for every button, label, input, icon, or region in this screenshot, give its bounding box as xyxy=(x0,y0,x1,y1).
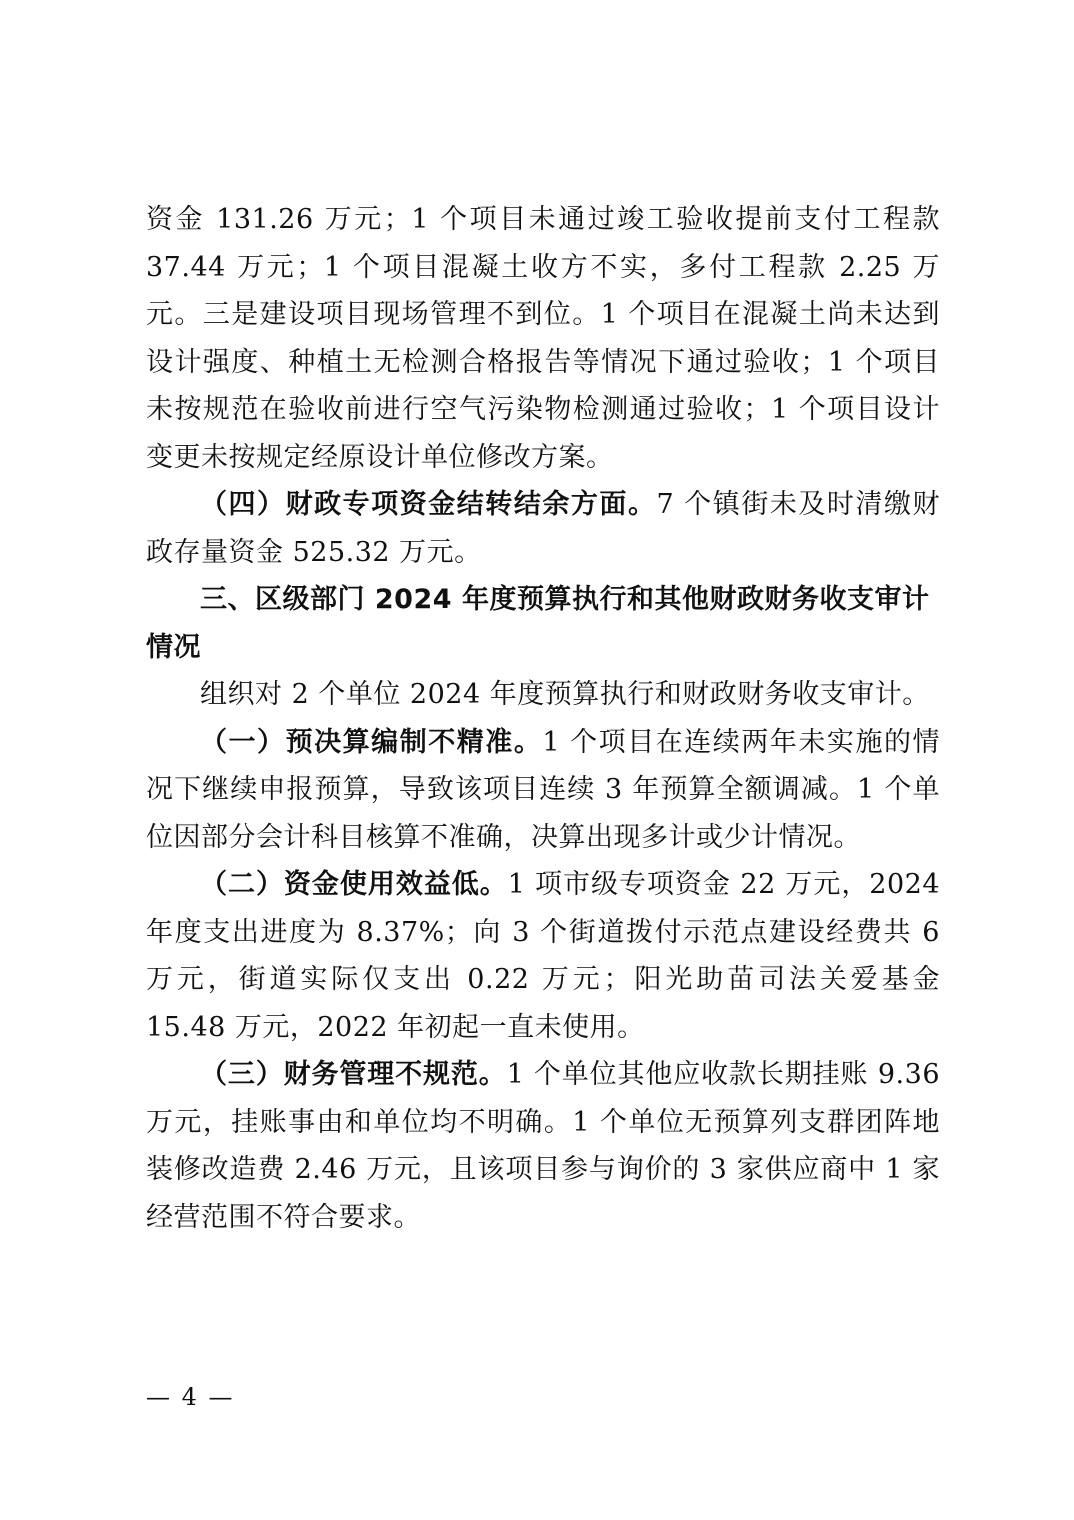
document-body xyxy=(146,196,940,1241)
paragraph-continued: 资金 131.26 万元；1 个项目未通过竣工验收提前支付工程款 37.44 万元；1 个项目混凝土收方不实，多付工程款 2.25 万元。三是建设项目现场管理不到位。1 个项目在混凝土尚未达到设计强度、种植土无检测合格报告等情况下通过验收；1 个项目未按规范在验收前进行空气污染物检测通过验收；1 个项目设计变更未按规定经原设计单位修改方案。 xyxy=(146,204,940,473)
paragraph-item-two xyxy=(146,861,940,1051)
subheading-item-two: （二）资金使用效益低。 xyxy=(200,869,508,900)
paragraph-item-two-body: 1 项市级专项资金 22 万元，2024 年度支出进度为 8.37%；向 3 个街道拨付示范点建设经费共 6 万元，街道实际仅支出 0.22 万元；阳光助苗司法关爱基金 15.48 万元，2022 年初起一直未使用。 xyxy=(146,869,941,1043)
paragraph-item-one-body: 1 个项目在连续两年未实施的情况下继续申报预算，导致该项目连续 3 年预算全额调减。1 个单位因部分会计科目核算不准确，决算出现多计或少计情况。 xyxy=(146,726,941,853)
paragraph-item-four xyxy=(146,481,940,576)
section-heading: 三、区级部门 2024 年度预算执行和其他财政财务收支审计情况 xyxy=(146,584,930,663)
subheading-item-three: （三）财务管理不规范。 xyxy=(200,1059,507,1090)
paragraph-item-four-body: 7 个镇街未及时清缴财政存量资金 525.32 万元。 xyxy=(146,489,941,568)
paragraph-item-three-body: 1 个单位其他应收款长期挂账 9.36 万元，挂账事由和单位均不明确。1 个单位无预算列支群团阵地装修改造费 2.46 万元，且该项目参与询价的 3 家供应商中 1 家经营范围不符合要求。 xyxy=(146,1059,941,1233)
page-number: — 4 — xyxy=(146,1383,235,1411)
paragraph-item-one xyxy=(146,719,940,862)
subheading-item-four: （四）财政专项资金结转结余方面。 xyxy=(200,489,657,520)
paragraph-intro: 组织对 2 个单位 2024 年度预算执行和财政财务收支审计。 xyxy=(200,679,930,710)
paragraph-item-three xyxy=(146,1051,940,1241)
subheading-item-one: （一）预决算编制不精准。 xyxy=(200,726,543,758)
